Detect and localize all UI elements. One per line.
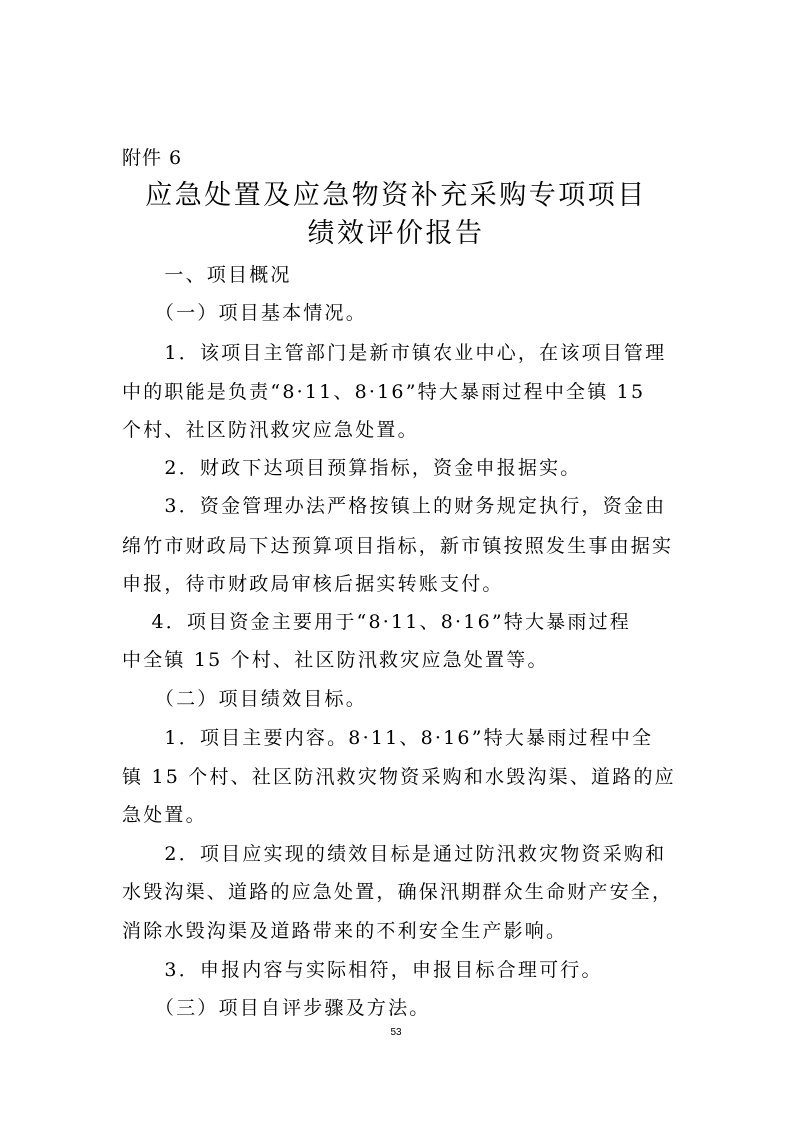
paragraph-line: 2．项目应实现的绩效目标是通过防汛救灾物资采购和 [122, 843, 667, 865]
paragraph-line: 急处置。 [122, 804, 207, 826]
paragraph-line: 2．财政下达项目预算指标，资金申报据实。 [122, 457, 582, 479]
paragraph-line: 1．项目主要内容。8·11、8·16”特大暴雨过程中全 [122, 727, 654, 749]
page-number: 53 [390, 1027, 402, 1038]
paragraph-line: 申报，待市财政局审核后据实转账支付。 [122, 573, 504, 595]
paragraph-line: 镇 15 个村、社区防汛救灾物资采购和水毁沟渠、道路的应 [122, 766, 676, 788]
attachment-label: 附件 6 [122, 147, 183, 169]
subsection-heading: （一）项目基本情况。 [122, 302, 367, 324]
subsection-heading: （二）项目绩效目标。 [122, 688, 367, 710]
paragraph-line: 绵竹市财政局下达预算项目指标，新市镇按照发生事由据实 [122, 535, 674, 557]
subsection-heading: （三）项目自评步骤及方法。 [122, 997, 431, 1019]
report-title-line-2: 绩效评价报告 [307, 218, 485, 249]
paragraph-line: 3．资金管理办法严格按镇上的财务规定执行，资金由 [122, 495, 667, 517]
paragraph-line: 消除水毁沟渠及道路带来的不利安全生产影响。 [122, 920, 568, 942]
report-title-line-1: 应急处置及应急物资补充采购专项项目 [145, 180, 647, 211]
paragraph-line: 4．项目资金主要用于“8·11、8·16”特大暴雨过程 [122, 611, 631, 633]
section-heading: 一、项目概况 [122, 264, 292, 286]
paragraph-line: 中的职能是负责“8·11、8·16”特大暴雨过程中全镇 15 [122, 381, 646, 403]
paragraph-line: 1．该项目主管部门是新市镇农业中心，在该项目管理 [122, 342, 667, 364]
paragraph-line: 中全镇 15 个村、社区防汛救灾应急处置等。 [122, 649, 549, 671]
paragraph-line: 3．申报内容与实际相符，申报目标合理可行。 [122, 959, 603, 981]
paragraph-line: 个村、社区防汛救灾应急处置。 [122, 419, 419, 441]
paragraph-line: 水毁沟渠、道路的应急处置，确保汛期群众生命财产安全， [122, 881, 674, 903]
